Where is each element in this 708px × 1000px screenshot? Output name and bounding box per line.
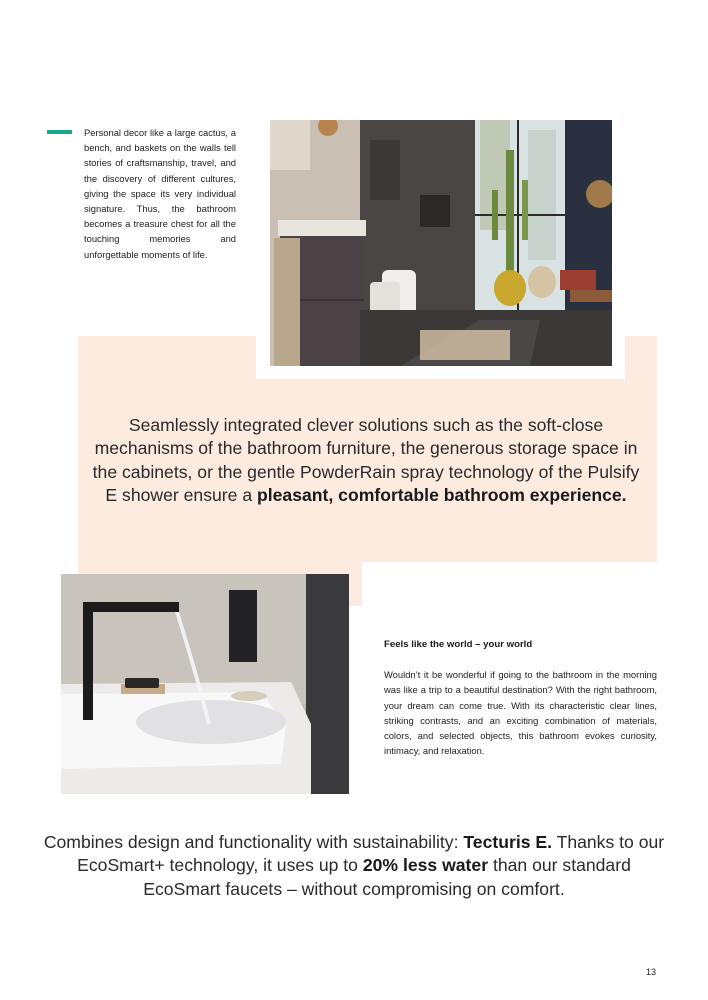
- bottom-quote-bold1: Tecturis E.: [463, 832, 553, 852]
- bathroom-interior-photo: [270, 120, 612, 366]
- quote-lead: Seamlessly integrated clever solutions such as the soft-close mechanisms of the bathroom furniture, the generous storage space in the cabinets, or the gentle PowderRain spray technology of the Pulsify E shower ensure a: [92, 415, 640, 506]
- pull-quote: [90, 414, 642, 508]
- faucet-basin-photo: [61, 574, 349, 794]
- intro-text: Personal decor like a large cactus, a bench, and baskets on the walls tell stories of craftsmanship, travel, and the discovery of different cultures, giving the space its very individual signature. Thus, the bathroom becomes a treasure chest for all the touching memories and unforgettable moments of life.: [84, 127, 236, 260]
- accent-bar: [47, 130, 72, 134]
- page-number: 13: [646, 967, 657, 977]
- bottom-quote-bold2: 20% less water: [362, 855, 489, 876]
- section-heading: Feels like the world – your world: [384, 639, 533, 650]
- bottom-quote: [40, 831, 668, 901]
- panel-notch-bottom: [362, 562, 662, 606]
- bottom-quote-part1: Combines design and functionality with sustainability:: [43, 832, 464, 852]
- bottom-quote-part3: than our standard EcoSmart faucets – without compromising on comfort.: [143, 855, 631, 899]
- bottom-quote-part2: Thanks to our EcoSmart+ technology, it uses up to: [77, 832, 665, 876]
- section-body: Wouldn’t it be wonderful if going to the bathroom in the morning was like a trip to a beautiful destination? With the right bathroom, your dream can come true. With its characteristic clear lines, striking contrasts, and an exciting combination of materials, colors, and selected objects, this bathroom evokes curiosity, intimacy, and relaxation.: [384, 669, 657, 757]
- quote-bold: pleasant, comfortable bathroom experience.: [257, 485, 627, 506]
